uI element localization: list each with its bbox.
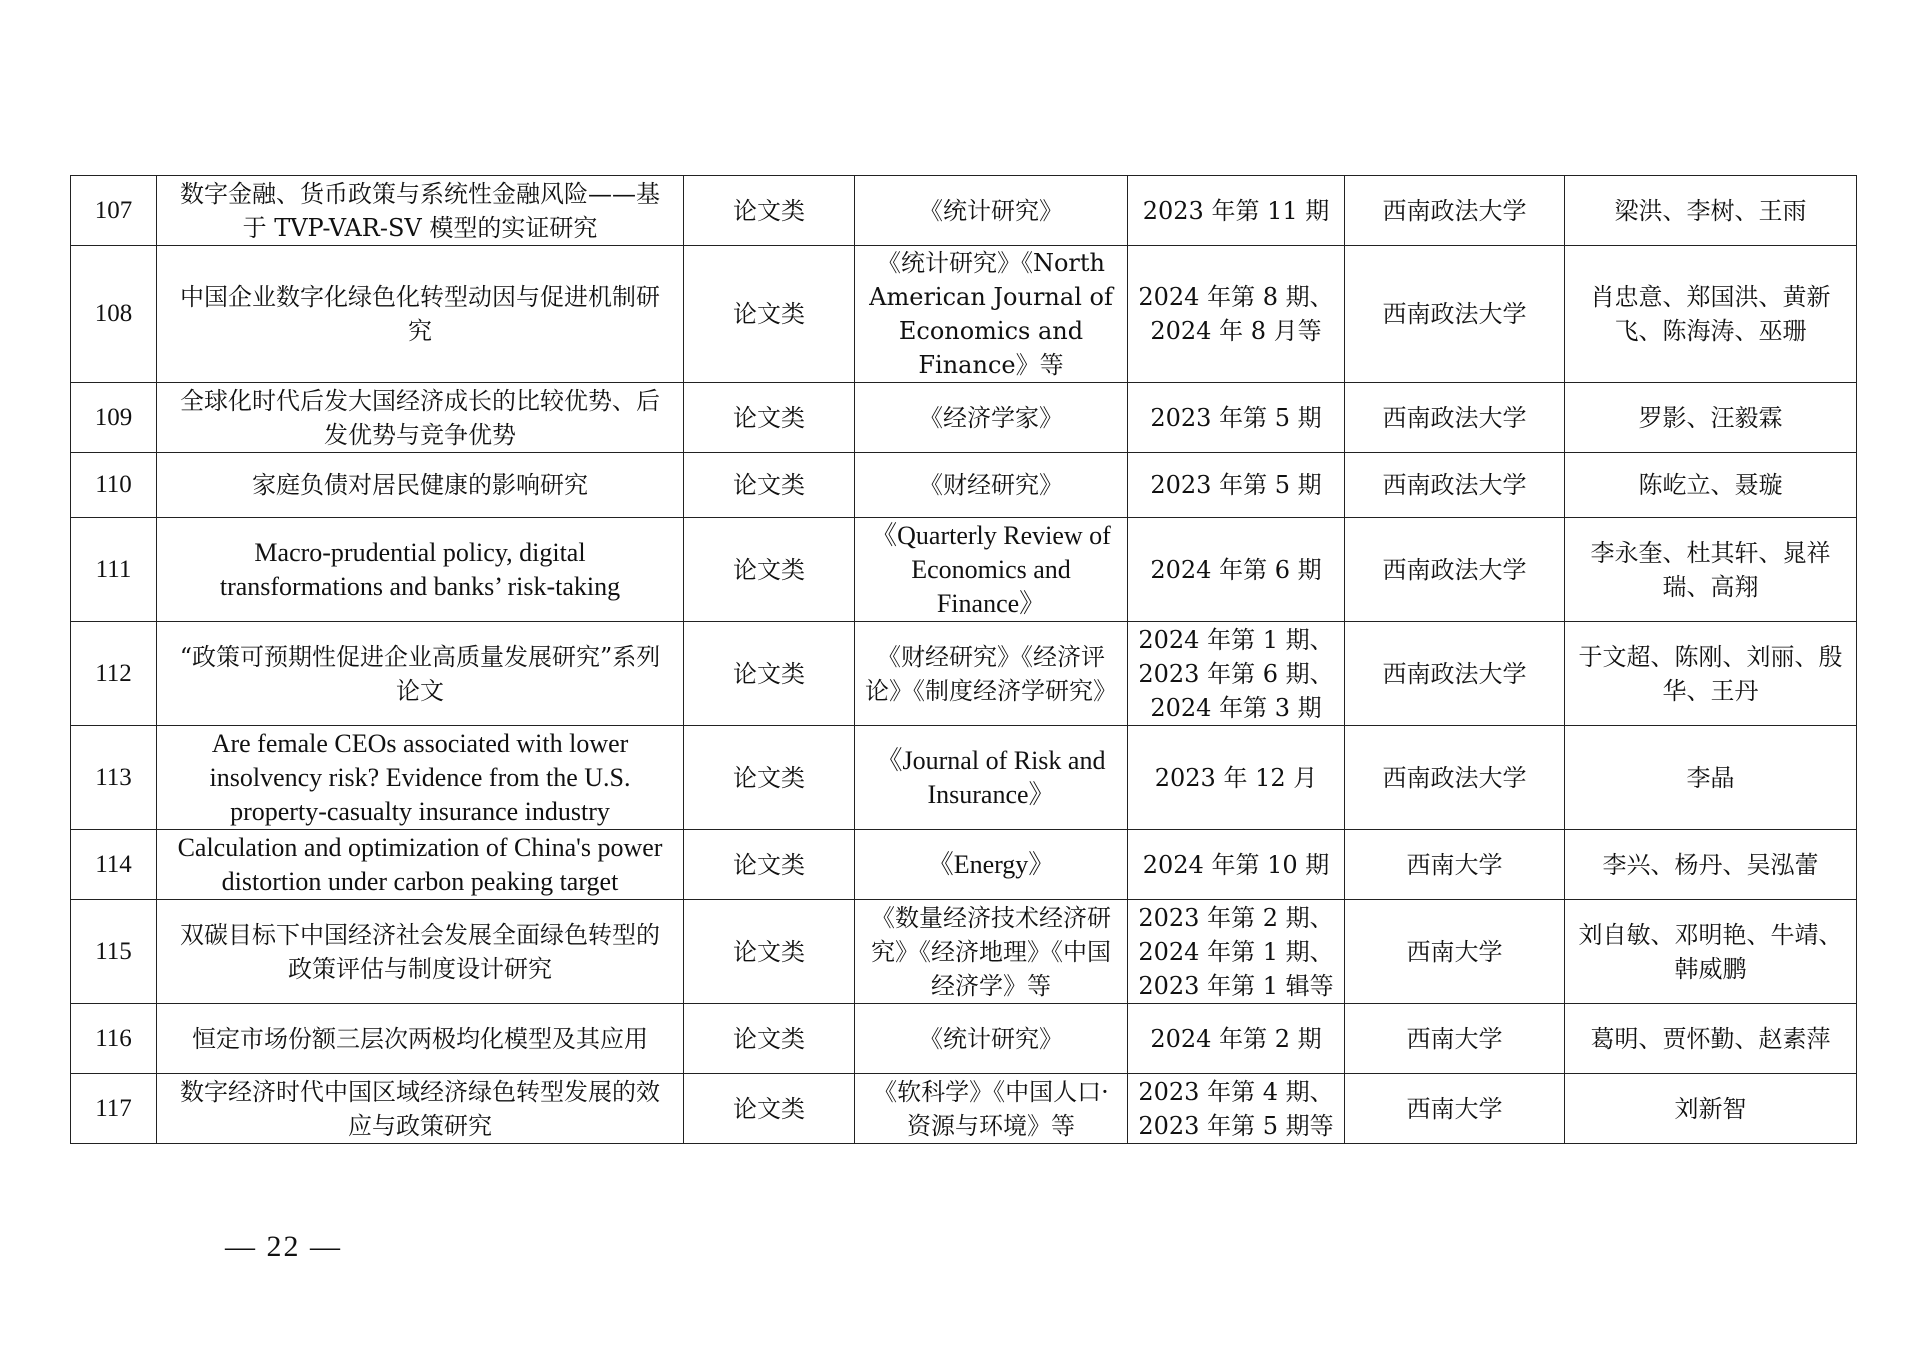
category-cell: 论文类 [684,830,855,900]
date-cell: 2023 年第 11 期 [1128,176,1345,246]
institution-cell: 西南大学 [1345,1004,1565,1074]
row-number: 117 [71,1074,157,1144]
institution-cell: 西南政法大学 [1345,453,1565,518]
category-cell: 论文类 [684,383,855,453]
table-row [71,1074,1857,1144]
publication-cell: 《Energy》 [855,830,1128,900]
date-cell: 2024 年第 2 期 [1128,1004,1345,1074]
authors-cell: 陈屹立、聂璇 [1565,453,1857,518]
page-number: — 22 — [225,1230,342,1263]
paper-title: Are female CEOs associated with lower insolvency risk? Evidence from the U.S. property-casualty insurance industry [157,726,684,830]
institution-cell: 西南政法大学 [1345,726,1565,830]
date-cell: 2024 年第 6 期 [1128,518,1345,622]
institution-cell: 西南政法大学 [1345,383,1565,453]
category-cell: 论文类 [684,622,855,726]
date-cell: 2023 年 12 月 [1128,726,1345,830]
row-number: 112 [71,622,157,726]
row-number: 107 [71,176,157,246]
category-cell: 论文类 [684,453,855,518]
table-row [71,900,1857,1004]
institution-cell: 西南大学 [1345,830,1565,900]
paper-title: 双碳目标下中国经济社会发展全面绿色转型的政策评估与制度设计研究 [157,900,684,1004]
publication-cell: 《统计研究》 [855,176,1128,246]
row-number: 115 [71,900,157,1004]
paper-title: Calculation and optimization of China's power distortion under carbon peaking target [157,830,684,900]
authors-cell: 肖忠意、郑国洪、黄新飞、陈海涛、巫珊 [1565,246,1857,383]
table-row [71,1004,1857,1074]
institution-cell: 西南政法大学 [1345,518,1565,622]
date-cell: 2024 年第 8 期、 2024 年 8 月等 [1128,246,1345,383]
table-row [71,383,1857,453]
authors-cell: 刘自敏、邓明艳、牛靖、韩威鹏 [1565,900,1857,1004]
row-number: 110 [71,453,157,518]
paper-title: 全球化时代后发大国经济成长的比较优势、后发优势与竞争优势 [157,383,684,453]
table-row [71,726,1857,830]
authors-cell: 葛明、贾怀勤、赵素萍 [1565,1004,1857,1074]
date-cell: 2024 年第 10 期 [1128,830,1345,900]
category-cell: 论文类 [684,246,855,383]
paper-title: “政策可预期性促进企业高质量发展研究”系列论文 [157,622,684,726]
paper-title: 数字金融、货币政策与系统性金融风险——基于 TVP-VAR-SV 模型的实证研究 [157,176,684,246]
paper-title: 中国企业数字化绿色化转型动因与促进机制研究 [157,246,684,383]
date-cell: 2023 年第 4 期、 2023 年第 5 期等 [1128,1074,1345,1144]
category-cell: 论文类 [684,726,855,830]
publication-cell: 《财经研究》 [855,453,1128,518]
institution-cell: 西南大学 [1345,1074,1565,1144]
paper-title: 恒定市场份额三层次两极均化模型及其应用 [157,1004,684,1074]
authors-cell: 李兴、杨丹、吴泓蕾 [1565,830,1857,900]
date-cell: 2024 年第 1 期、 2023 年第 6 期、 2024 年第 3 期 [1128,622,1345,726]
authors-cell: 刘新智 [1565,1074,1857,1144]
publication-cell: 《软科学》《中国人口·资源与环境》等 [855,1074,1128,1144]
authors-cell: 李晶 [1565,726,1857,830]
authors-cell: 梁洪、李树、王雨 [1565,176,1857,246]
table-row [71,622,1857,726]
publication-cell: 《统计研究》《North American Journal of Economics and Finance》等 [855,246,1128,383]
publication-cell: 《Quarterly Review of Economics and Finance》 [855,518,1128,622]
institution-cell: 西南政法大学 [1345,246,1565,383]
row-number: 116 [71,1004,157,1074]
paper-title: Macro-prudential policy, digital transformations and banks’ risk-taking [157,518,684,622]
category-cell: 论文类 [684,900,855,1004]
authors-cell: 李永奎、杜其轩、晁祥瑞、高翔 [1565,518,1857,622]
date-cell: 2023 年第 5 期 [1128,383,1345,453]
authors-cell: 于文超、陈刚、刘丽、殷华、王丹 [1565,622,1857,726]
row-number: 114 [71,830,157,900]
table-row [71,246,1857,383]
publication-cell: 《Journal of Risk and Insurance》 [855,726,1128,830]
institution-cell: 西南政法大学 [1345,176,1565,246]
table-row [71,830,1857,900]
category-cell: 论文类 [684,518,855,622]
row-number: 109 [71,383,157,453]
publication-cell: 《经济学家》 [855,383,1128,453]
category-cell: 论文类 [684,1004,855,1074]
institution-cell: 西南政法大学 [1345,622,1565,726]
date-cell: 2023 年第 2 期、 2024 年第 1 期、 2023 年第 1 辑等 [1128,900,1345,1004]
date-cell: 2023 年第 5 期 [1128,453,1345,518]
row-number: 108 [71,246,157,383]
table-row [71,518,1857,622]
row-number: 113 [71,726,157,830]
paper-title: 家庭负债对居民健康的影响研究 [157,453,684,518]
paper-title: 数字经济时代中国区域经济绿色转型发展的效应与政策研究 [157,1074,684,1144]
publication-cell: 《财经研究》《经济评论》《制度经济学研究》 [855,622,1128,726]
table-row [71,176,1857,246]
category-cell: 论文类 [684,176,855,246]
publication-cell: 《统计研究》 [855,1004,1128,1074]
awards-table [70,175,1857,1144]
publication-cell: 《数量经济技术经济研究》《经济地理》《中国经济学》等 [855,900,1128,1004]
category-cell: 论文类 [684,1074,855,1144]
institution-cell: 西南大学 [1345,900,1565,1004]
table-row [71,453,1857,518]
row-number: 111 [71,518,157,622]
authors-cell: 罗影、汪毅霖 [1565,383,1857,453]
